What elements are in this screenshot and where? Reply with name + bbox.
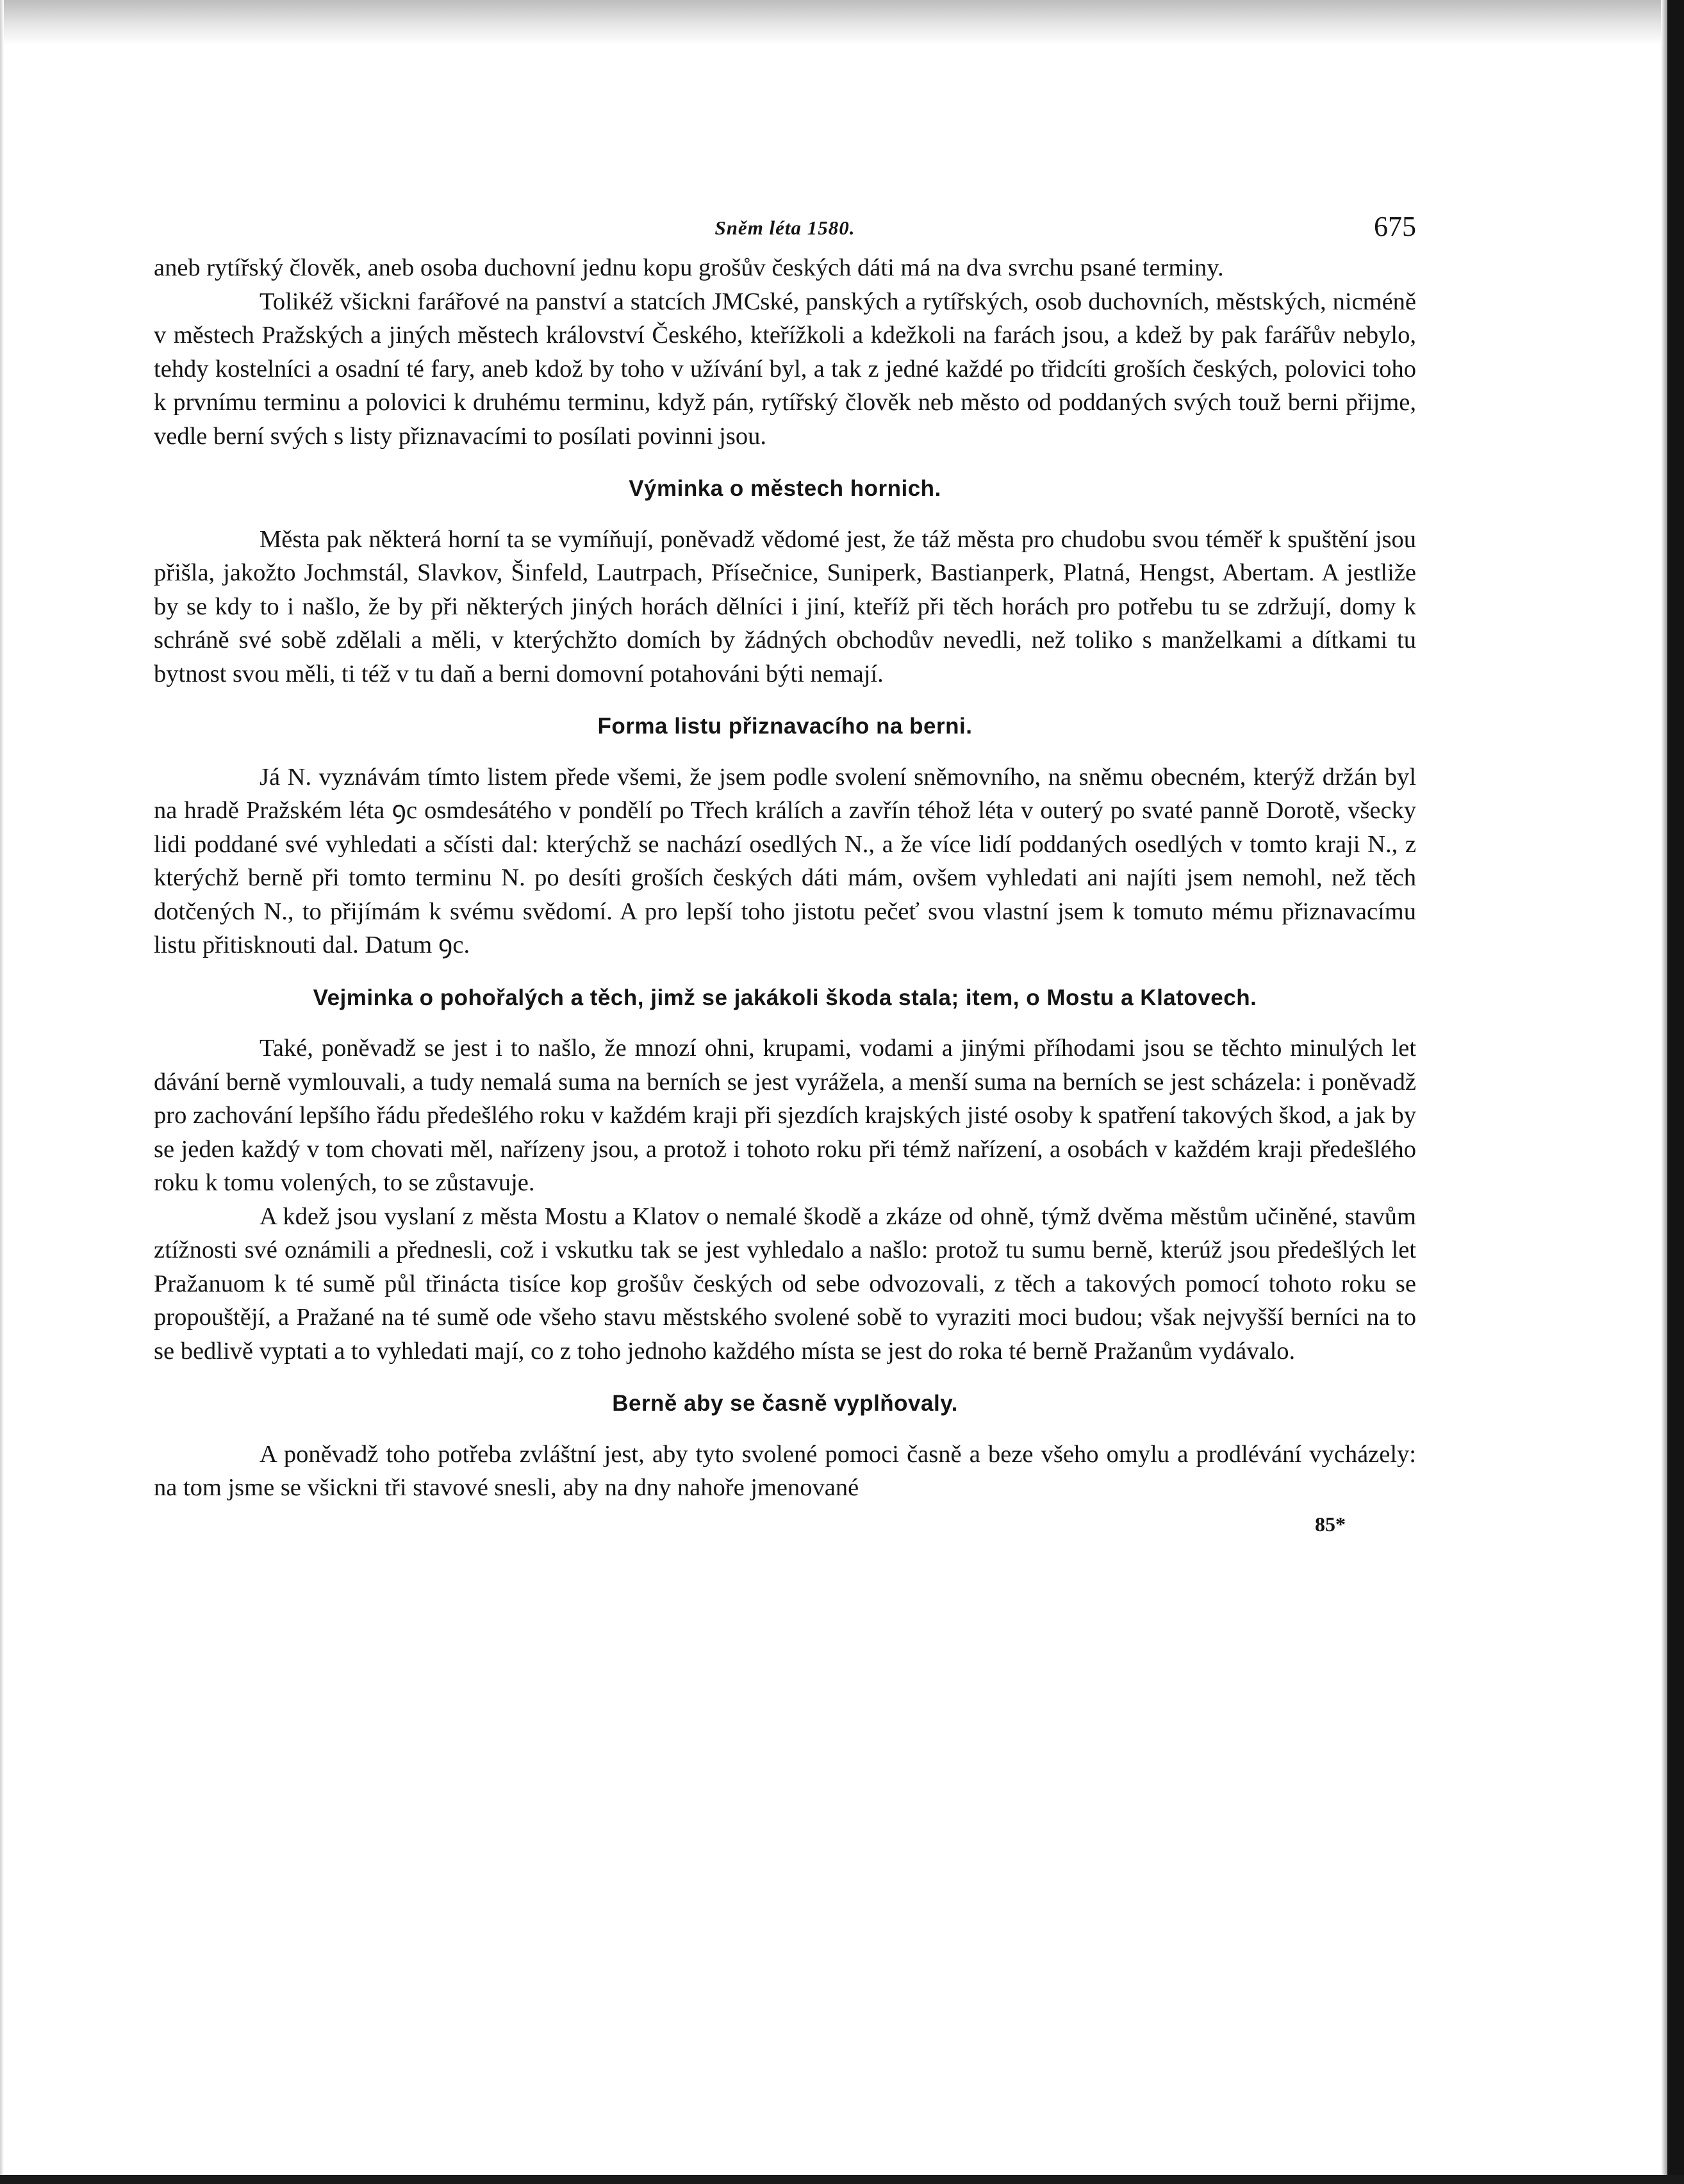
section-timely-payment [154,1387,1416,1505]
paragraph: A poněvadž toho potřeba zvláštní jest, aby tyto svolené pomoci časně a beze všeho omylu a prodlévání vycházely: na tom jsme se všickni tři stavové snesli, aby na dny nahoře jmenované [154,1440,1416,1501]
section-heading: Forma listu přiznavacího na berni. [597,714,973,739]
section-heading: Výminka o městech hornich. [629,476,941,501]
page-number: 675 [1374,211,1416,242]
section-heading: Berně aby se časně vyplňovaly. [612,1391,958,1416]
signature-mark: 85* [1315,1512,1346,1536]
paragraph: Také, poněvadž se jest i to našlo, že mnozí ohni, krupami, vodami a jinými příhodami jsou se těchto minulých let dávání berně vymlouvali, a tudy nemalá suma na berních se jest vyrážela, a menší suma na berních se jest scházela: i poněvadž pro zachování lepšího řádu předešlého roku v každém kraji při sjezdích krajských jisté osoby k spatření takových škod, a jak by se jeden každý v tom chovati měl, nařízeny jsou, a protož i tohoto roku při témž nařízení, a osobách v každém kraji předešlého roku k tomu volených, to se zůstavuje. [154,1035,1416,1196]
scan-right-shadow [1661,0,1667,2184]
scan-right-border [1667,0,1684,2184]
paragraph: aneb rytířský člověk, aneb osoba duchovní jednu kopu grošův českých dáti má na dva svrchu psané terminy. [154,254,1224,281]
section-heading: Vejminka o pohořalých a těch, jimž se jakákoli škoda stala; item, o Mostu a Klatovech. [313,985,1257,1010]
scan-bottom-border [0,2175,1684,2184]
paragraph: Tolikéž všickni farářové na panství a statcích JMCské, panských a rytířských, osob duchovních, městských, nicméně v městech Pražských a jiných městech království Českého, kteřížkoli a kdežkoli na farách jsou, a kdež by pak farářův nebylo, tehdy kostelníci a osadní té fary, aneb kdož by toho v užívání byl, a tak z jedné každé po třidcíti groších českých, polovici toho k prvnímu terminu a polovici k druhému terminu, když pán, rytířský člověk neb město od poddaných svých touž berni přijme, vedle berní svých s listy přiznavacími to posílati povinni jsou. [154,288,1416,450]
section-mining-towns [154,472,1416,691]
running-header [154,205,1416,251]
running-title: Sněm léta 1580. [714,217,855,239]
document-page [154,205,1416,1541]
scan-left-edge [0,0,4,2184]
paragraph: Města pak některá horní ta se vymíňují, poněvadž vědomé jest, že táž města pro chudobu svou téměř k spuštění jsou přišla, jakožto Jochmstál, Slavkov, Šinfeld, Lautrpach, Přísečnice, Suniperk, Bastianperk, Platná, Hengst, Abertam. A jestliže by se kdy to i našlo, že by při některých jiných horách dělníci i jiní, kteříž při těch horách pro potřebu tu se zdržují, domy k schráně své sobě zdělali a měli, v kterýchžto domích by žádných obchodův nevedli, než toliko s manželkami a dítkami tu bytnost svou měli, ti též v tu daň a berni domovní potahováni býti nemají. [154,525,1416,687]
scan-top-shadow [0,0,1684,45]
section-fire-damage [154,981,1416,1368]
paragraph: A kdež jsou vyslaní z města Mostu a Klatov o nemalé škodě a zkáze od ohně, týmž dvěma městům učiněné, stavům ztížnosti své oznámili a přednesli, což i vskutku tak se jest vyhledalo a našlo: protož tu sumu berně, kterúž jsou předešlých let Pražanuom k té sumě půl třinácta tisíce kop grošův českých od sebe odvozovali, z těch a takových pomocí tohoto roku se propouštějí, a Pražané na té sumě ode všeho stavu městského svolené sobě to vyraziti moci budou; však nejvyšší berníci na to se bedlivě vyptati a to vyhledati mají, co z toho jednoho každého místa se jest do roka té berně Pražanům vydávalo. [154,1203,1416,1365]
section-declaration-form [154,710,1416,962]
section-intro [154,251,1416,453]
document-body [154,251,1416,1541]
paragraph: Já N. vyznávám tímto listem přede všemi, že jsem podle svolení sněmovního, na sněmu obecném, kterýž držán byl na hradě Pražském léta ꝯc osmdesátého v pondělí po Třech králích a zavřín téhož léta v outerý po svaté panně Dorotě, všecky lidi poddané své vyhledati a sčísti dal: kterýchž se nachází osedlých N., a že více lidí poddaných osedlých v tomto kraji N., z kterýchž berně při tomto terminu N. po desíti groších českých dáti mám, ovšem vyhledati ani najíti jsem nemohl, než těch dotčených N., to přijímám k svému svědomí. A pro lepší toho jistotu pečeť svou vlastní jsem k tomuto mému přiznavacímu listu přitisknouti dal. Datum ꝯc. [154,763,1416,958]
